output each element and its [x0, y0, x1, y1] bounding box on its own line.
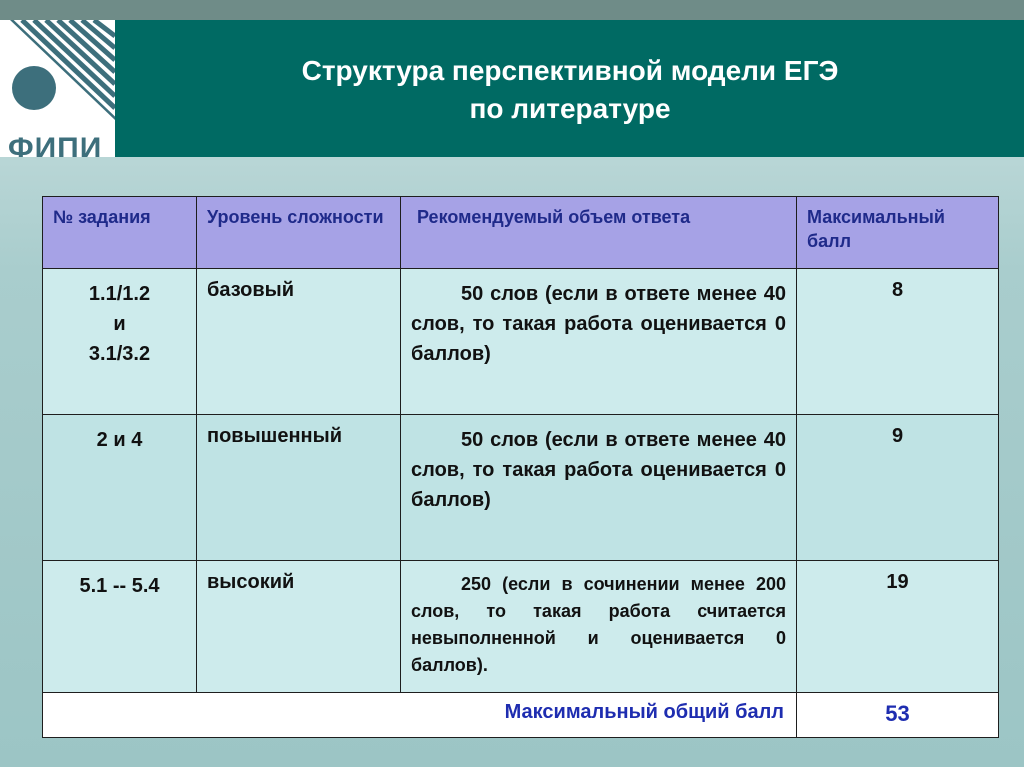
score-cell: 19	[797, 561, 999, 693]
score-cell: 8	[797, 269, 999, 415]
total-label: Максимальный общий балл	[43, 693, 797, 738]
level-cell: базовый	[197, 269, 401, 415]
total-value: 53	[797, 693, 999, 738]
title-line-1: Структура перспективной модели ЕГЭ	[301, 55, 839, 86]
volume-cell	[401, 415, 797, 561]
task-number-line: 2 и 4	[96, 429, 143, 451]
title-line-2: по литературе	[469, 93, 671, 124]
table-row	[43, 561, 999, 693]
structure-table	[42, 196, 999, 738]
task-number-line: 5.1 -- 5.4	[79, 575, 160, 597]
score-cell: 9	[797, 415, 999, 561]
volume-cell	[401, 561, 797, 693]
logo-text: ФИПИ	[8, 132, 103, 157]
table-row	[43, 269, 999, 415]
volume-cell	[401, 269, 797, 415]
column-header-volume: Рекомендуемый объем ответа	[401, 197, 797, 269]
page-title	[160, 52, 980, 128]
column-header-level: Уровень сложности	[197, 197, 401, 269]
column-header-score: Максимальный балл	[797, 197, 999, 269]
task-number-line: и	[113, 313, 126, 335]
table-header-row	[43, 197, 999, 269]
task-number-cell	[43, 561, 197, 693]
column-header-task: № задания	[43, 197, 197, 269]
task-number-cell	[43, 269, 197, 415]
fipi-logo	[0, 20, 115, 157]
total-row	[43, 693, 999, 738]
volume-text: 50 слов (если в ответе менее 40 слов, то такая работа оценивается 0 баллов)	[411, 283, 786, 365]
top-strip	[0, 0, 1024, 20]
volume-text: 250 (если в сочинении менее 200 слов, то такая работа считается невыполненной и оценивается 0 баллов).	[411, 574, 786, 675]
level-cell: повышенный	[197, 415, 401, 561]
level-cell: высокий	[197, 561, 401, 693]
task-number-cell	[43, 415, 197, 561]
volume-text: 50 слов (если в ответе менее 40 слов, то такая работа оценивается 0 баллов)	[411, 429, 786, 511]
table-row	[43, 415, 999, 561]
task-number-line: 3.1/3.2	[88, 343, 151, 365]
task-number-line: 1.1/1.2	[88, 283, 151, 305]
